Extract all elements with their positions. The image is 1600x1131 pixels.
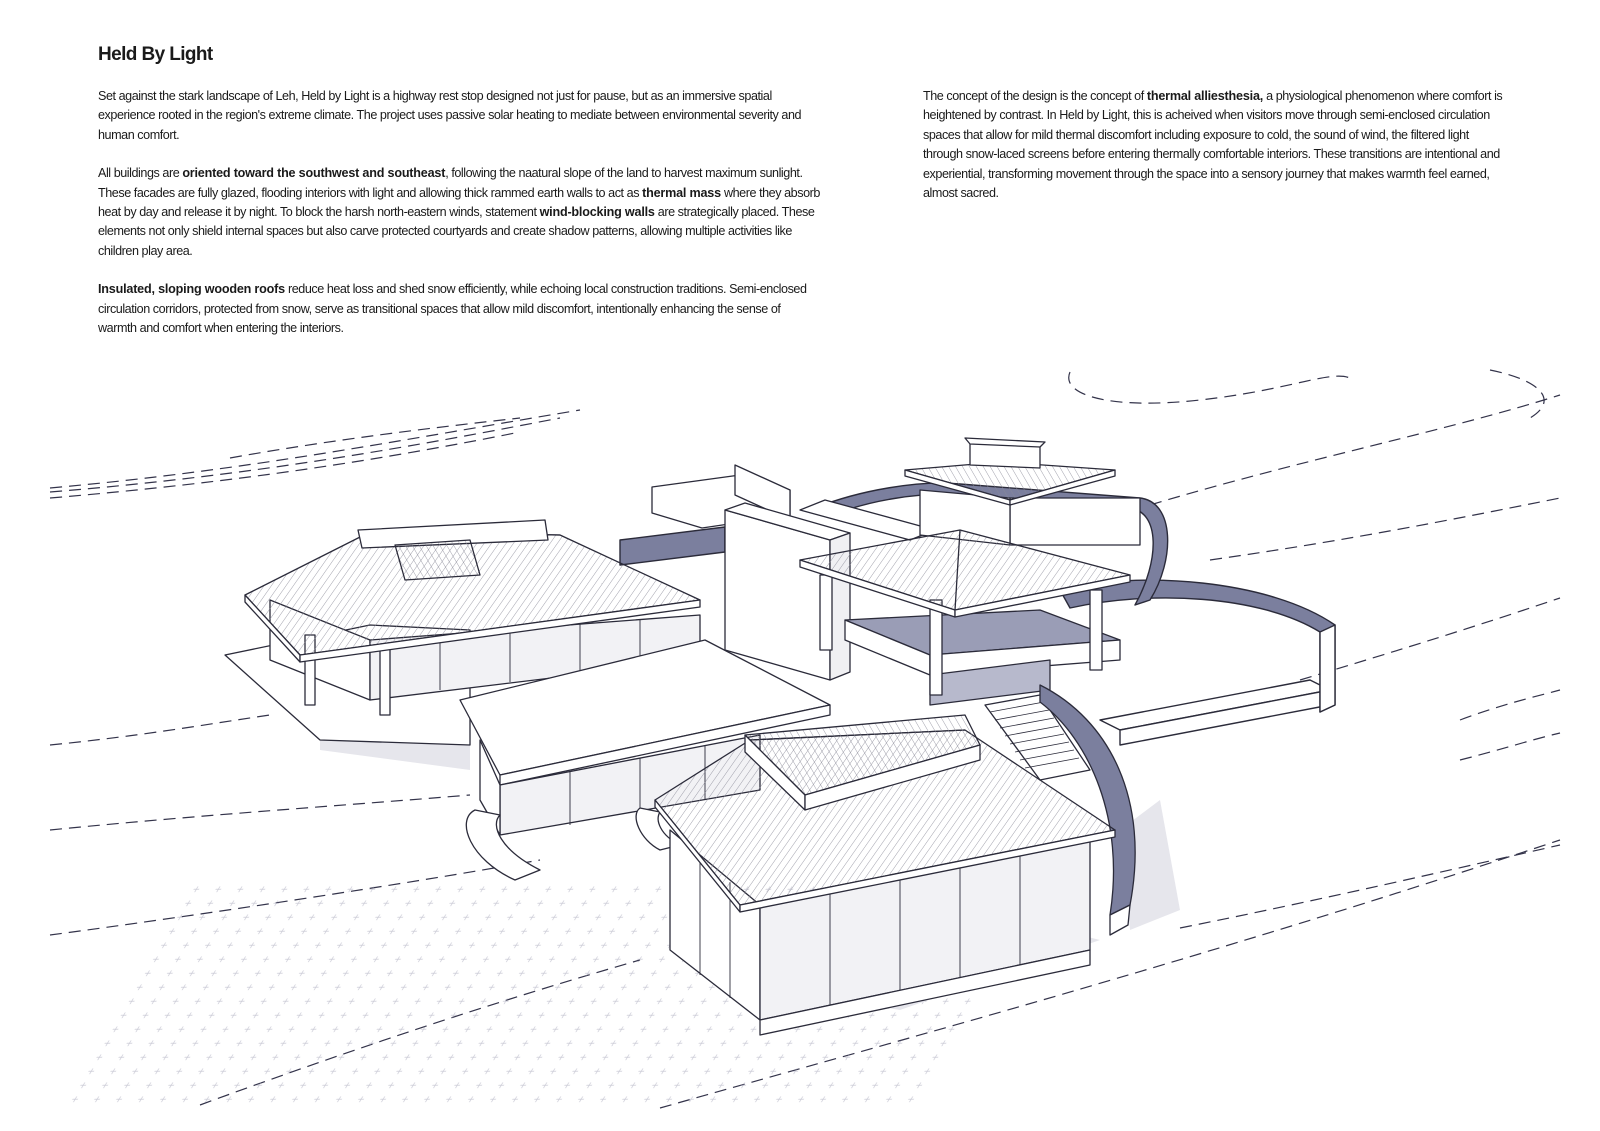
description-right-column bbox=[923, 87, 1503, 222]
corridor-wall-north bbox=[620, 527, 740, 565]
building-northeast bbox=[905, 438, 1140, 545]
paragraph-roofs: Insulated, sloping wooden roofs reduce heat loss and shed snow efficiently, while echoing local construction traditions. Semi-enclosed circulation corridors, protected from snow, serve as transitional spaces that allow mild discomfort, intentionally enhancing the sense of warmth and comfort when entering the interiors. bbox=[98, 282, 807, 336]
paragraph-orientation: All buildings are oriented toward the southwest and southeast, following the naatural slope of the land to harvest maximum sunlight. These facades are fully glazed, flooding interiors with light and allowing thick rammed earth walls to act as thermal mass where they absorb heat by day and release it by night. To block the harsh north-eastern winds, statement wind-blocking walls are strategically placed. These elements not only shield internal spaces but also carve protected courtyards and create shadow patterns, allowing multiple activities like children play area. bbox=[98, 166, 820, 258]
description-left-column bbox=[98, 87, 820, 357]
axonometric-drawing bbox=[0, 350, 1600, 1131]
page-title: Held By Light bbox=[98, 44, 213, 65]
paragraph-intro: Set against the stark landscape of Leh, Held by Light is a highway rest stop designed not just for pause, but as an immersive spatial experience rooted in the region's extreme climate. The project uses passive solar heating to mediate between environmental severity and human comfort. bbox=[98, 89, 802, 142]
paragraph-concept: The concept of the design is the concept of thermal alliesthesia, a physiological phenomenon where comfort is heightened by contrast. In Held by Light, this is acheived when visitors move through semi-enclosed circulation spaces that allow for mild thermal discomfort including exposure to cold, the sound of wind, the filtered light through snow-laced screens before entering thermally comfortable interiors. These transitions are intentional and experiential, transforming movement through the space into a sensory journey that makes warmth feel earned, almost sacred. bbox=[923, 89, 1503, 201]
